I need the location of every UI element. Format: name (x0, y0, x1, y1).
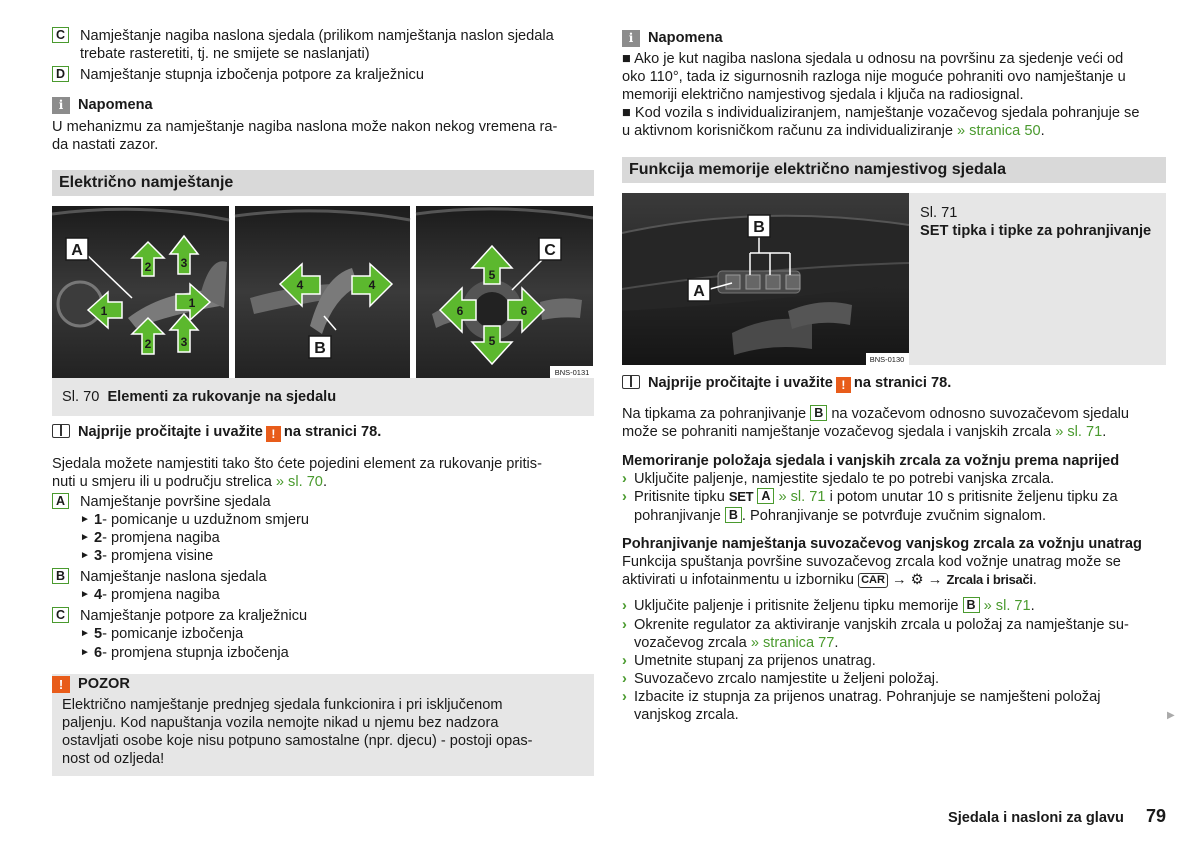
list-item (80, 511, 309, 529)
triangle-bullet-icon: ► (80, 550, 90, 561)
figure-seat-controls (52, 206, 593, 378)
label-box: B (52, 568, 69, 584)
step-text: Okrenite regulator za aktiviranje vanjskih zrcala u položaj za namještanje su- (634, 617, 1129, 633)
figure-link[interactable]: » sl. 70 (275, 474, 323, 490)
paragraph-text: Na tipkama za pohranjivanje (622, 406, 807, 422)
car-menu-icon: CAR (858, 573, 888, 588)
footer-chapter: Sjedala i nasloni za glavu (947, 810, 1124, 826)
step-text: Umetnite stupanj za prijenos unatrag. (634, 653, 876, 669)
caption-title: Elementi za rukovanje na sjedalu (107, 389, 337, 405)
warning-box (52, 674, 594, 776)
figure-caption (909, 193, 1166, 365)
warning-line: Električno namještanje prednjeg sjedala funkcionira i pri isključenom (62, 697, 503, 713)
caption-number: Sl. 70 (62, 389, 100, 405)
step-continuation: vanjskog zrcala. (634, 707, 739, 723)
label-box: D (52, 66, 69, 82)
list-item (80, 586, 220, 604)
subheading: Pohranjivanje namještanja suvozačevog vanjskog zrcala za vožnju unatrag (622, 536, 1142, 552)
section-heading: Električno namještanje (52, 170, 594, 196)
chevron-right-icon: › (622, 598, 627, 614)
list-item-text: Namještanje stupnja izbočenja potpore za kralježnicu (80, 67, 424, 83)
group-title: Namještanje potpore za kralježnicu (80, 608, 308, 624)
arrow-label: 3 (180, 256, 188, 270)
note-text: . (1040, 123, 1045, 139)
seat-controls-illustration (52, 206, 593, 378)
step-text: i potom unutar 10 s pritisnite željenu tipku za (829, 489, 1118, 505)
read-first-page: na stranici 78. (853, 375, 952, 391)
arrow-label: 2 (144, 337, 152, 351)
group-a (52, 493, 271, 511)
note-line: ■ Kod vozila s individualiziranjem, namještanje vozačevog sjedala pohranjuje se (622, 105, 1140, 121)
label-box: B (725, 507, 742, 523)
figure-link[interactable]: » sl. 71 (983, 598, 1031, 614)
item-number: 2 (94, 530, 103, 546)
arrow-label: 1 (188, 296, 196, 310)
triangle-bullet-icon: ► (80, 514, 90, 525)
figure-link[interactable]: » sl. 71 (1055, 424, 1103, 440)
step-continuation (634, 634, 838, 652)
note-title: Napomena (648, 30, 723, 46)
chevron-right-icon: › (622, 471, 627, 487)
book-icon (622, 375, 640, 389)
label-box: B (810, 405, 827, 421)
caption-title: SET tipka i tipke za pohranjivanje (920, 223, 1152, 239)
item-text: - promjena stupnja izbočenja (102, 645, 289, 661)
step-item (622, 597, 1035, 615)
step-text: vozačevog zrcala (634, 635, 747, 651)
note-line: memoriji električno namjestivog sjedala i ključa na radiosignal. (622, 87, 1024, 103)
read-first-note (52, 423, 381, 442)
item-text: - promjena visine (102, 548, 214, 564)
item-number: 1 (94, 512, 103, 528)
book-icon (52, 424, 70, 438)
page-link[interactable]: » stranica 77 (750, 635, 835, 651)
step-item (622, 616, 1129, 634)
figure-memory-buttons (622, 193, 909, 365)
arrow-label: 2 (144, 260, 152, 274)
paragraph-line: Sjedala možete namjestiti tako što ćete pojedini element za rukovanje pritis- (52, 456, 542, 472)
paragraph-text: . (1032, 572, 1037, 588)
warning-icon: ! (836, 377, 851, 393)
item-text: - promjena nagiba (102, 587, 220, 603)
step-item (622, 470, 1054, 488)
note-line: U mehanizmu za namještanje nagiba naslona može nakon nekog vremena ra- (52, 119, 558, 135)
paragraph-line: Funkcija spuštanja površine suvozačevog zrcala kod vožnje unatrag može se (622, 554, 1121, 570)
figure-link[interactable]: » sl. 71 (778, 489, 826, 505)
warning-triangle-icon: ! (52, 676, 70, 693)
section-heading: Funkcija memorije električno namjestivog sjedala (622, 157, 1166, 183)
note-text: u aktivnom korisničkom računu za individualiziranje (622, 123, 953, 139)
note-heading (52, 96, 153, 114)
arrow-right-icon: → (927, 572, 943, 588)
step-continuation (634, 507, 1046, 525)
step-text: Pritisnite tipku (634, 489, 725, 505)
figure-label-a: A (693, 283, 705, 300)
note-line: oko 110°, tada iz sigurnosnih razloga nije moguće pohraniti ovo namještanje u (622, 69, 1126, 85)
paragraph-text: . (1102, 424, 1107, 440)
paragraph-text: može se pohraniti namještanje vozačevog sjedala i vanjskih zrcala (622, 424, 1052, 440)
item-number: 3 (94, 548, 103, 564)
step-text: . Pohranjivanje se potvrđuje zvučnim signalom. (741, 508, 1047, 524)
note-heading (622, 29, 723, 47)
group-title: Namještanje naslona sjedala (80, 569, 267, 585)
warning-icon: ! (266, 426, 281, 442)
paragraph-text: . (322, 474, 327, 490)
step-text: pohranjivanje (634, 508, 721, 524)
triangle-bullet-icon: ► (80, 628, 90, 639)
arrow-label: 5 (488, 268, 496, 282)
info-icon: i (52, 97, 70, 114)
page-number: 79 (1145, 806, 1166, 826)
list-item (80, 529, 220, 547)
warning-title: POZOR (78, 676, 130, 692)
step-text: Suvozačevo zrcalo namjestite u željeni položaj. (634, 671, 940, 687)
warning-line: nost od ozljeda! (62, 751, 165, 767)
list-item-text: trebate rasteretiti, tj. ne smijete se naslanjati) (80, 46, 370, 62)
group-title: Namještanje površine sjedala (80, 494, 271, 510)
step-text: Izbacite iz stupnja za prijenos unatrag. Pohranjuje se namješteni položaj (634, 689, 1101, 705)
warning-line: paljenju. Kod napuštanja vozila nemojte nikad u njemu bez nadzora (62, 715, 499, 731)
read-first-text: Najprije pročitajte i uvažite (78, 424, 263, 440)
info-icon: i (622, 30, 640, 47)
gear-icon: ⚙ (910, 572, 924, 588)
figure-code: BNS-0130 (869, 355, 905, 364)
step-item (622, 670, 939, 688)
triangle-bullet-icon: ► (80, 589, 90, 600)
menu-path: Zrcala i brisači (946, 572, 1033, 587)
note-title: Napomena (78, 97, 153, 113)
group-c (52, 607, 307, 625)
page-footer (948, 807, 1166, 827)
list-item (80, 547, 213, 565)
item-text: - pomicanje izbočenja (102, 626, 244, 642)
continue-arrow-icon: ▶ (1167, 710, 1175, 721)
arrow-label: 4 (368, 278, 376, 292)
arrow-label: 1 (100, 304, 108, 318)
list-item (52, 66, 594, 84)
step-item (622, 652, 876, 670)
step-item (622, 688, 1100, 706)
item-number: 5 (94, 626, 103, 642)
paragraph (622, 553, 1166, 589)
figure-label-a: A (71, 242, 83, 259)
note-body (622, 50, 1166, 140)
arrow-label: 6 (520, 304, 528, 318)
warning-heading (52, 675, 130, 693)
chevron-right-icon: › (622, 689, 627, 705)
read-first-note (622, 374, 951, 393)
arrow-right-icon: → (891, 572, 907, 588)
list-item (80, 644, 289, 662)
label-box: A (52, 493, 69, 509)
label-box: B (963, 597, 980, 613)
label-box: A (757, 488, 774, 504)
chevron-right-icon: › (622, 653, 627, 669)
step-text: . (1030, 598, 1035, 614)
arrow-label: 6 (456, 304, 464, 318)
step-item (622, 488, 1118, 506)
triangle-bullet-icon: ► (80, 647, 90, 658)
figure-caption (52, 378, 594, 416)
figure-label-b: B (753, 219, 765, 236)
note-line: ■ Ako je kut nagiba naslona sjedala u odnosu na površinu za sjedenje veći od (622, 51, 1124, 67)
chevron-right-icon: › (622, 617, 627, 633)
note-line: da nastati zazor. (52, 137, 159, 153)
warning-body (62, 696, 587, 768)
memory-buttons-illustration (622, 193, 909, 365)
group-b (52, 568, 267, 586)
paragraph-text: nuti u smjeru ili u području strelica (52, 474, 272, 490)
paragraph-text: aktivirati u infotainmentu u izborniku (622, 572, 854, 588)
label-box: C (52, 607, 69, 623)
figure-label-b: B (314, 340, 326, 357)
triangle-bullet-icon: ► (80, 532, 90, 543)
list-item-text: Namještanje nagiba naslona sjedala (prilikom namještanja naslon sjedala (80, 28, 554, 44)
figure-label-c: C (544, 242, 556, 259)
list-item (52, 27, 594, 63)
read-first-text: Najprije pročitajte i uvažite (648, 375, 833, 391)
item-text: - promjena nagiba (102, 530, 220, 546)
item-number: 6 (94, 645, 103, 661)
step-text: Uključite paljenje, namjestite sjedalo te po potrebi vanjska zrcala. (634, 471, 1055, 487)
item-text: - pomicanje u uzdužnom smjeru (102, 512, 309, 528)
arrow-label: 3 (180, 335, 188, 349)
caption-number: Sl. 71 (920, 205, 958, 221)
chevron-right-icon: › (622, 489, 627, 505)
read-first-page: na stranici 78. (283, 424, 382, 440)
chevron-right-icon: › (622, 671, 627, 687)
list-item (80, 625, 243, 643)
intro-paragraph (52, 455, 594, 491)
set-button-label: SET (728, 489, 754, 504)
label-box: C (52, 27, 69, 43)
note-body (52, 118, 594, 154)
subheading: Memoriranje položaja sjedala i vanjskih zrcala za vožnju prema naprijed (622, 453, 1120, 469)
page-link[interactable]: » stranica 50 (957, 123, 1041, 139)
intro-paragraph (622, 405, 1166, 441)
paragraph-text: na vozačevom odnosno suvozačevom sjedalu (831, 406, 1130, 422)
arrow-label: 5 (488, 334, 496, 348)
arrow-label: 4 (296, 278, 304, 292)
item-number: 4 (94, 587, 103, 603)
step-text: Uključite paljenje i pritisnite željenu tipku memorije (634, 598, 959, 614)
warning-line: ostavljati osobe koje nisu potpuno samostalne (npr. djecu) - postoji opas- (62, 733, 533, 749)
figure-code: BNS-0131 (554, 368, 590, 377)
step-text: . (834, 635, 839, 651)
